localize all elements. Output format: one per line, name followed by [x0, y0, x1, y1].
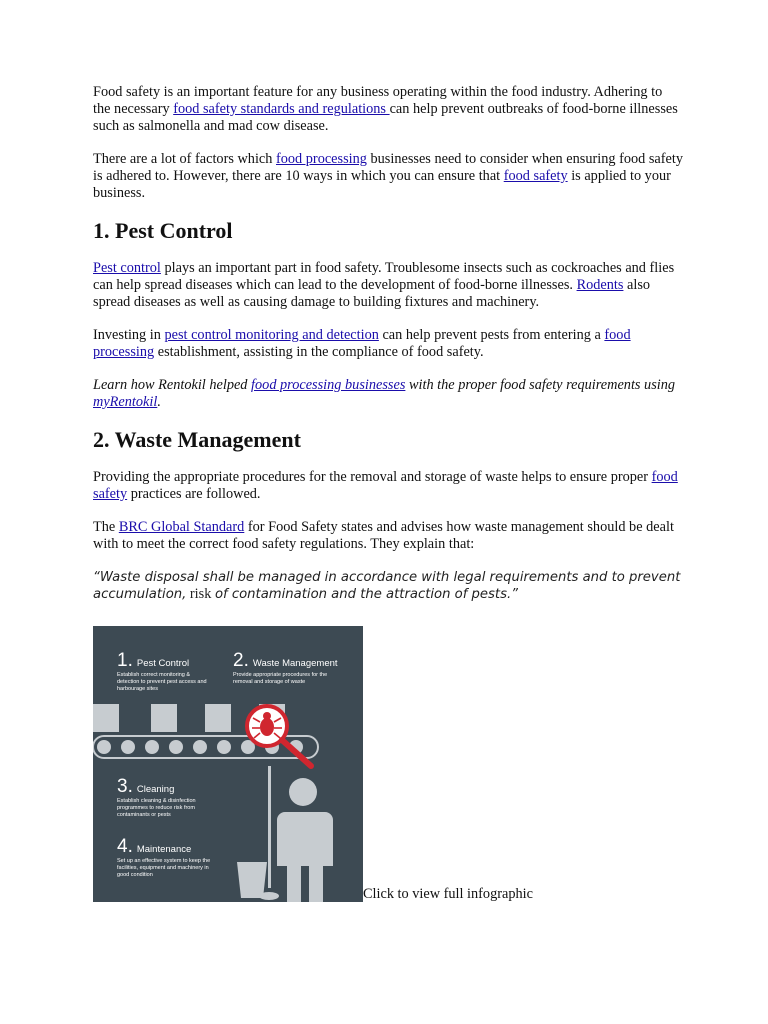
pest-monitoring-link[interactable]: pest control monitoring and detection — [164, 327, 379, 343]
food-processing-businesses-link[interactable]: food processing businesses — [251, 377, 406, 393]
waste-paragraph-2: The BRC Global Standard for Food Safety states and advises how waste management should be dealt with to meet the correct food safety regulations. They explain that: — [93, 519, 674, 552]
item1-number: 1. — [117, 650, 133, 671]
item1-title: Pest Control — [136, 658, 190, 669]
item2-title: Waste Management — [252, 658, 338, 669]
infographic-item-3 — [117, 776, 237, 819]
pest-control-paragraph-1: Pest control plays an important part in food safety. Troublesome insects such as cockroaches and flies can help spread diseases which can lead to the development of food-borne illnesses. Rodents also spread diseases as well as causing damage to building fixtures and machinery. — [93, 260, 675, 310]
heading-waste-management: 2. Waste Management — [93, 427, 301, 452]
item4-title: Maintenance — [136, 844, 192, 855]
infographic-item-2 — [233, 650, 358, 686]
brc-quote: “Waste disposal shall be managed in accordance with legal requirements and to prevent accumulation, risk of contamination and the attraction of pests.” — [93, 570, 681, 602]
item4-description: Set up an effective system to keep the facilities, equipment and machinery in good condition — [117, 858, 211, 878]
box-icon — [93, 704, 119, 732]
box-icon — [151, 704, 177, 732]
cleaner-person-icon — [233, 766, 363, 902]
item4-number: 4. — [117, 836, 133, 857]
food-safety-standards-link[interactable]: food safety standards and regulations — [173, 101, 390, 117]
food-processing-link[interactable]: food processing — [276, 151, 367, 167]
infographic-item-1 — [117, 650, 227, 693]
waste-paragraph-1: Providing the appropriate procedures for the removal and storage of waste helps to ensure proper food safety practices are followed. — [93, 469, 678, 502]
pest-control-paragraph-3: Learn how Rentokil helped food processing businesses with the proper food safety requirements using myRentokil. — [93, 377, 676, 410]
myrentokil-link[interactable]: myRentokil — [93, 394, 158, 410]
infographic-caption[interactable]: Click to view full infographic — [363, 886, 533, 902]
item2-description: Provide appropriate procedures for the removal and storage of waste — [233, 672, 328, 685]
item3-description: Establish cleaning & disinfection programmes to reduce risk from contaminants or pests — [117, 798, 196, 818]
rodents-link[interactable]: Rodents — [576, 277, 624, 293]
pest-control-paragraph-2: Investing in pest control monitoring and detection can help prevent pests from entering a food processing establishment, assisting in the compliance of food safety. — [93, 327, 631, 360]
food-safety-link-2[interactable]: food safety — [93, 469, 678, 502]
food-processing-link-2[interactable]: food processing — [93, 327, 631, 360]
item2-number: 2. — [233, 650, 249, 671]
box-icon — [205, 704, 231, 732]
food-safety-infographic[interactable] — [93, 626, 363, 902]
pest-control-link[interactable]: Pest control — [93, 260, 161, 276]
food-safety-link[interactable]: food safety — [503, 168, 568, 184]
intro-paragraph-2: There are a lot of factors which food processing businesses need to consider when ensuring food safety is adhered to. However, there are 10 ways in which you can ensure that food safety is applied to your business. — [93, 151, 683, 201]
intro-paragraph-1: Food safety is an important feature for any business operating within the food industry. Adhering to the necessary food safety standards and regulations can help prevent outbreaks of food-borne illnesses such as salmonella and mad cow disease. — [93, 84, 678, 134]
brc-global-standard-link[interactable]: BRC Global Standard — [118, 519, 245, 535]
infographic-item-4 — [117, 836, 237, 879]
item1-description: Establish correct monitoring & detection to prevent pest access and harbourage sites — [117, 672, 207, 692]
item3-title: Cleaning — [136, 784, 175, 795]
infographic-figure — [93, 626, 693, 902]
article — [93, 84, 683, 619]
heading-pest-control: 1. Pest Control — [93, 218, 233, 243]
item3-number: 3. — [117, 776, 133, 797]
